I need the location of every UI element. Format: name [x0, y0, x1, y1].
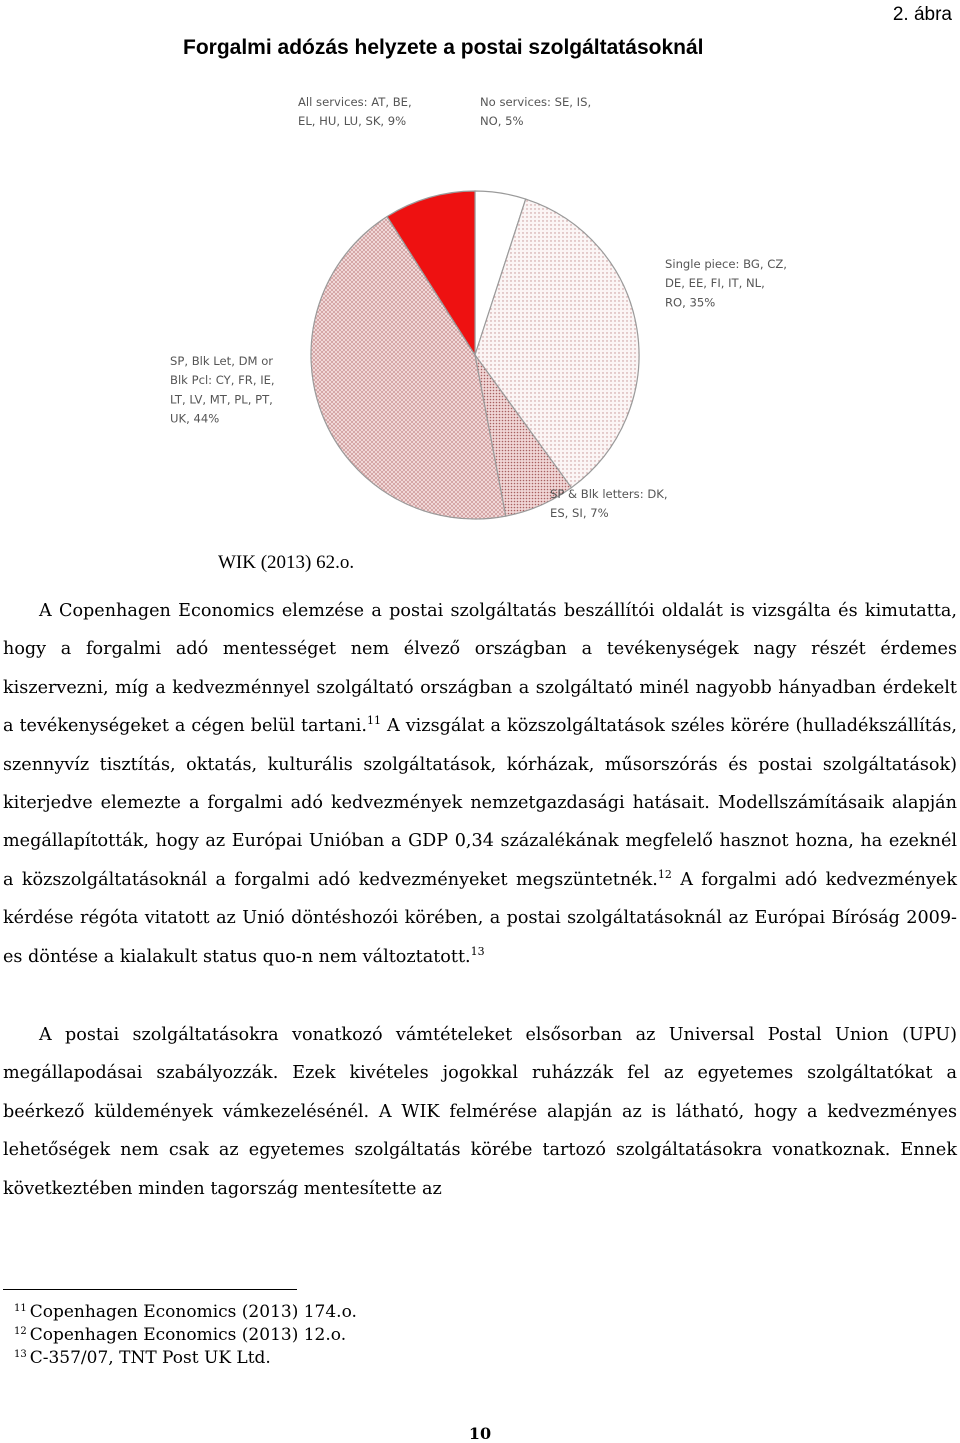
page-number: 10: [468, 1424, 492, 1443]
footnote-number: 12: [14, 1326, 27, 1337]
paragraph-text: A postai szolgáltatásokra vonatkozó vámtételeket elsősorban az Universal Postal Union (UPU) megállapodásai szabályozzák. Ezek kivételes jogokkal ruházzák fel az egyetemes szolgáltatókat a beérkező küldemények vámkezelésénél. A WIK felmérése alapján az is látható, hogy a kedvezményes lehetőségek nem csak az egyetemes szolgáltatás körébe tartozó szolgáltatásokra vonatkoznak. Ennek következtében minden tagország mentesítette az: [3, 1025, 957, 1199]
pie-slice-label-1: [665, 257, 787, 309]
footnote-ref[interactable]: 11: [367, 714, 382, 728]
footnote-ref[interactable]: 12: [657, 867, 672, 881]
footnote-divider: [3, 1289, 297, 1290]
pie-slice-label-line: All services: AT, BE,: [298, 95, 412, 109]
pie-slice-label-line: UK, 44%: [170, 411, 220, 426]
footnote-text: Copenhagen Economics (2013) 174.o.: [29, 1302, 357, 1322]
pie-slice-label-2: [550, 487, 668, 520]
footnote-number: 11: [14, 1303, 27, 1314]
footnote-number: 13: [14, 1349, 27, 1360]
figure-title: Forgalmi adózás helyzete a postai szolgáltatásoknál: [183, 36, 704, 59]
pie-slice-label-line: SP & Blk letters: DK,: [550, 487, 668, 501]
body-paragraph-1: [3, 592, 957, 976]
footnote-ref[interactable]: 13: [470, 944, 485, 958]
pie-slice-label-line: SP, Blk Let, DM or: [170, 354, 274, 368]
pie-slice-label-0: [480, 95, 591, 128]
paragraph-text: A forgalmi adó kedvezmények kérdése régóta vitatott az Unió döntéshozói körében, a postai szolgáltatásoknál az Európai Bíróság 2009-es döntése a kialakult status quo-n nem változtatott.: [3, 869, 957, 967]
footnote-13: [14, 1347, 357, 1370]
paragraph-text: A vizsgálat a közszolgáltatások széles körére (hulladékszállítás, szennyvíz tisztítás, oktatás, kulturális szolgáltatások, kórházak, műsorszórás és postai szolgáltatások) kiterjedve elemezte a forgalmi adó kedvezmények nemzetgazdasági hatásait. Modellszámításaik alapján megállapították, hogy az Európai Unióban a GDP 0,34 százalékának megfelelő hasznot hozna, ha ezeknél a közszolgáltatásoknál a forgalmi adó kedvezményeket megszüntetnék.: [3, 716, 957, 890]
figure-source: WIK (2013) 62.o.: [218, 552, 355, 573]
pie-slice-label-line: Blk Pcl: CY, FR, IE,: [170, 373, 275, 388]
figure-label: 2. ábra: [892, 4, 952, 25]
paragraph-text: A Copenhagen Economics elemzése a postai szolgáltatás beszállítói oldalát is vizsgálta és kimutatta, hogy a forgalmi adó mentességet nem élvező országban a tevékenységek nagy részét érdemes kiszervezni, míg a kedvezménnyel szolgáltató országban a szolgáltató minél nagyobb hányadban érdekelt a tevékenységeket a cégen belül tartani.: [3, 601, 957, 737]
pie-slice-label-line: LT, LV, MT, PL, PT,: [170, 392, 273, 407]
pie-slice-label-line: NO, 5%: [480, 114, 524, 129]
footnote-12: [14, 1324, 357, 1347]
pie-slice-label-4: [298, 95, 412, 128]
footnote-text: C-357/07, TNT Post UK Ltd.: [29, 1348, 271, 1368]
body-paragraph-2: [3, 1016, 957, 1208]
footnotes: [14, 1301, 357, 1370]
pie-chart: [150, 80, 830, 540]
pie-slice-label-line: EL, HU, LU, SK, 9%: [298, 114, 407, 129]
footnote-text: Copenhagen Economics (2013) 12.o.: [29, 1325, 347, 1345]
pie-slice-label-line: ES, SI, 7%: [550, 506, 609, 521]
pie-slice-label-line: Single piece: BG, CZ,: [665, 257, 787, 271]
pie-slice-label-line: DE, EE, FI, IT, NL,: [665, 276, 765, 291]
footnote-11: [14, 1301, 357, 1324]
pie-slice-label-3: [170, 354, 275, 425]
pie-slice-label-line: RO, 35%: [665, 295, 716, 310]
pie-slice-label-line: No services: SE, IS,: [480, 95, 592, 109]
